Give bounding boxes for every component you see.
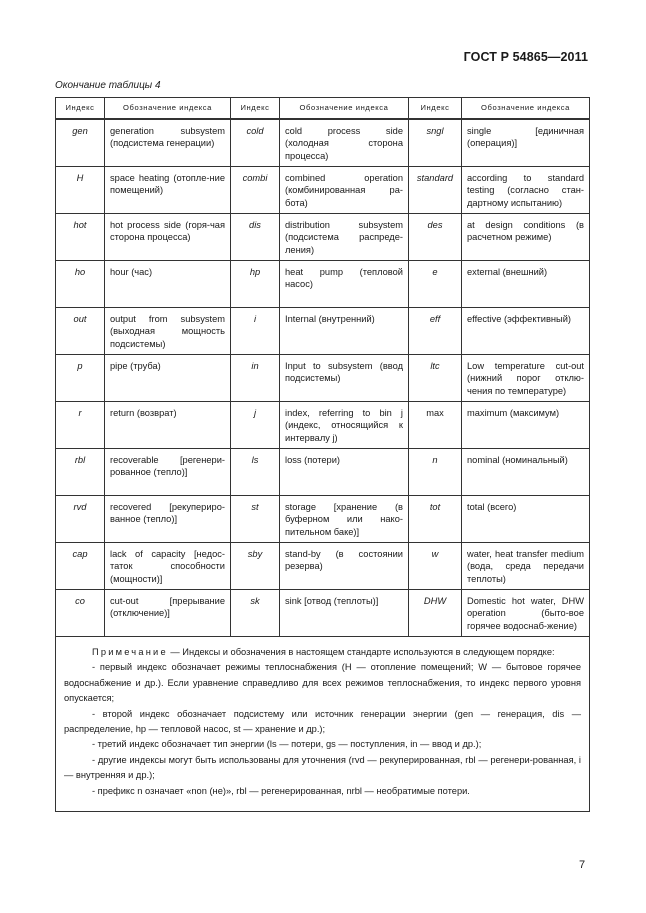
table-row bbox=[56, 590, 590, 637]
note-item: - другие индексы могут быть использованы для уточнения (rvd — рекуперированная, rbl — регенери-рованная, i — внутренняя и др.); bbox=[64, 754, 581, 781]
designation-cell: output from subsystem (выходная мощность подсистемы) bbox=[105, 308, 231, 355]
index-cell: eff bbox=[409, 308, 462, 355]
index-cell: standard bbox=[409, 167, 462, 214]
page-number: 7 bbox=[579, 859, 586, 871]
index-cell: dis bbox=[231, 214, 280, 261]
note-intro: — Индексы и обозначения в настоящем стандарте используются в следующем порядке: bbox=[167, 647, 555, 657]
index-cell: sngl bbox=[409, 119, 462, 167]
table-row bbox=[56, 261, 590, 308]
index-cell: e bbox=[409, 261, 462, 308]
designation-cell: loss (потери) bbox=[280, 449, 409, 496]
designation-cell: Low temperature cut-out (нижний порог отклю-чения по температуре) bbox=[462, 355, 590, 402]
table-row bbox=[56, 543, 590, 590]
designation-cell: stand-by (в состоянии резерва) bbox=[280, 543, 409, 590]
index-table bbox=[55, 97, 590, 812]
table-row bbox=[56, 119, 590, 167]
index-cell: combi bbox=[231, 167, 280, 214]
index-cell: in bbox=[231, 355, 280, 402]
index-cell: r bbox=[56, 402, 105, 449]
header-designation-1: Обозначение индекса bbox=[105, 98, 231, 120]
table-caption: Окончание таблицы 4 bbox=[55, 80, 161, 91]
designation-cell: hot process side (горя-чая сторона процесса) bbox=[105, 214, 231, 261]
header-index-2: Индекс bbox=[231, 98, 280, 120]
designation-cell: water, heat transfer medium (вода, среда передачи теплоты) bbox=[462, 543, 590, 590]
table-row bbox=[56, 355, 590, 402]
table-row bbox=[56, 214, 590, 261]
table-row bbox=[56, 402, 590, 449]
index-cell: co bbox=[56, 590, 105, 637]
index-cell: rbl bbox=[56, 449, 105, 496]
designation-cell: according to standard testing (согласно стан-дартному испытанию) bbox=[462, 167, 590, 214]
designation-cell: generation subsystem (подсистема генерации) bbox=[105, 119, 231, 167]
designation-cell: index, referring to bin j (индекс, относящийся к интервалу j) bbox=[280, 402, 409, 449]
index-cell: sby bbox=[231, 543, 280, 590]
designation-cell: return (возврат) bbox=[105, 402, 231, 449]
index-cell: st bbox=[231, 496, 280, 543]
index-cell: gen bbox=[56, 119, 105, 167]
document-header: ГОСТ Р 54865—2011 bbox=[463, 50, 588, 64]
header-index-3: Индекс bbox=[409, 98, 462, 120]
table-note bbox=[56, 637, 590, 812]
index-cell: ls bbox=[231, 449, 280, 496]
index-cell: DHW bbox=[409, 590, 462, 637]
designation-cell: Internal (внутренний) bbox=[280, 308, 409, 355]
index-cell: ho bbox=[56, 261, 105, 308]
designation-cell: recoverable [регенери-рованное (тепло)] bbox=[105, 449, 231, 496]
designation-cell: Domestic hot water, DHW operation (быто-вое горячее водоснаб-жение) bbox=[462, 590, 590, 637]
header-index-1: Индекс bbox=[56, 98, 105, 120]
designation-cell: cold process side (холодная сторона процесса) bbox=[280, 119, 409, 167]
designation-cell: heat pump (тепловой насос) bbox=[280, 261, 409, 308]
index-cell: hot bbox=[56, 214, 105, 261]
designation-cell: single [единичная (операция)] bbox=[462, 119, 590, 167]
note-label: Примечание bbox=[92, 647, 168, 657]
designation-cell: distribution subsystem (подсистема распреде-ления) bbox=[280, 214, 409, 261]
index-cell: n bbox=[409, 449, 462, 496]
note-item: - третий индекс обозначает тип энергии (ls — потери, gs — поступления, in — ввод и др.); bbox=[92, 739, 482, 750]
designation-cell: Input to subsystem (ввод подсистемы) bbox=[280, 355, 409, 402]
header-designation-3: Обозначение индекса bbox=[462, 98, 590, 120]
designation-cell: hour (час) bbox=[105, 261, 231, 308]
index-cell: out bbox=[56, 308, 105, 355]
index-cell: des bbox=[409, 214, 462, 261]
designation-cell: recovered [рекупериро-ванное (тепло)] bbox=[105, 496, 231, 543]
table-header-row bbox=[56, 98, 590, 120]
table-row bbox=[56, 496, 590, 543]
note-row bbox=[56, 637, 590, 812]
designation-cell: external (внешний) bbox=[462, 261, 590, 308]
designation-cell: total (всего) bbox=[462, 496, 590, 543]
index-cell: rvd bbox=[56, 496, 105, 543]
designation-cell: pipe (труба) bbox=[105, 355, 231, 402]
index-cell: cold bbox=[231, 119, 280, 167]
index-cell: w bbox=[409, 543, 462, 590]
index-cell: H bbox=[56, 167, 105, 214]
table-row bbox=[56, 308, 590, 355]
index-cell: j bbox=[231, 402, 280, 449]
header-designation-2: Обозначение индекса bbox=[280, 98, 409, 120]
index-cell: hp bbox=[231, 261, 280, 308]
designation-cell: cut-out [прерывание (отключение)] bbox=[105, 590, 231, 637]
index-cell: p bbox=[56, 355, 105, 402]
designation-cell: nominal (номинальный) bbox=[462, 449, 590, 496]
designation-cell: space heating (отопле-ние помещений) bbox=[105, 167, 231, 214]
table-row bbox=[56, 167, 590, 214]
note-item: - префикс n означает «non (не)», rbl — регенерированная, nrbl — необратимые потери. bbox=[92, 785, 470, 796]
note-item: - второй индекс обозначает подсистему или источник генерации энергии (gen — генерация, dis — распределение, hp — тепловой насос, st — хранение и др.); bbox=[64, 708, 581, 735]
index-cell: tot bbox=[409, 496, 462, 543]
table-row bbox=[56, 449, 590, 496]
designation-cell: sink [отвод (теплоты)] bbox=[280, 590, 409, 637]
index-cell: max bbox=[409, 402, 462, 449]
designation-cell: maximum (максимум) bbox=[462, 402, 590, 449]
note-item: - первый индекс обозначает режимы теплоснабжения (H — отопление помещений; W — бытовое горячее водоснабжение и др.). Если уравнение справедливо для всех режимов теплоснабжения, то индекс первого уровня опускается; bbox=[64, 662, 581, 704]
designation-cell: effective (эффективный) bbox=[462, 308, 590, 355]
designation-cell: storage [хранение (в буферном или нако-пительном баке)] bbox=[280, 496, 409, 543]
designation-cell: combined operation (комбинированная ра-бота) bbox=[280, 167, 409, 214]
index-cell: i bbox=[231, 308, 280, 355]
index-cell: cap bbox=[56, 543, 105, 590]
index-cell: ltc bbox=[409, 355, 462, 402]
designation-cell: at design conditions (в расчетном режиме) bbox=[462, 214, 590, 261]
index-cell: sk bbox=[231, 590, 280, 637]
designation-cell: lack of capacity [недос-таток способности (мощности)] bbox=[105, 543, 231, 590]
